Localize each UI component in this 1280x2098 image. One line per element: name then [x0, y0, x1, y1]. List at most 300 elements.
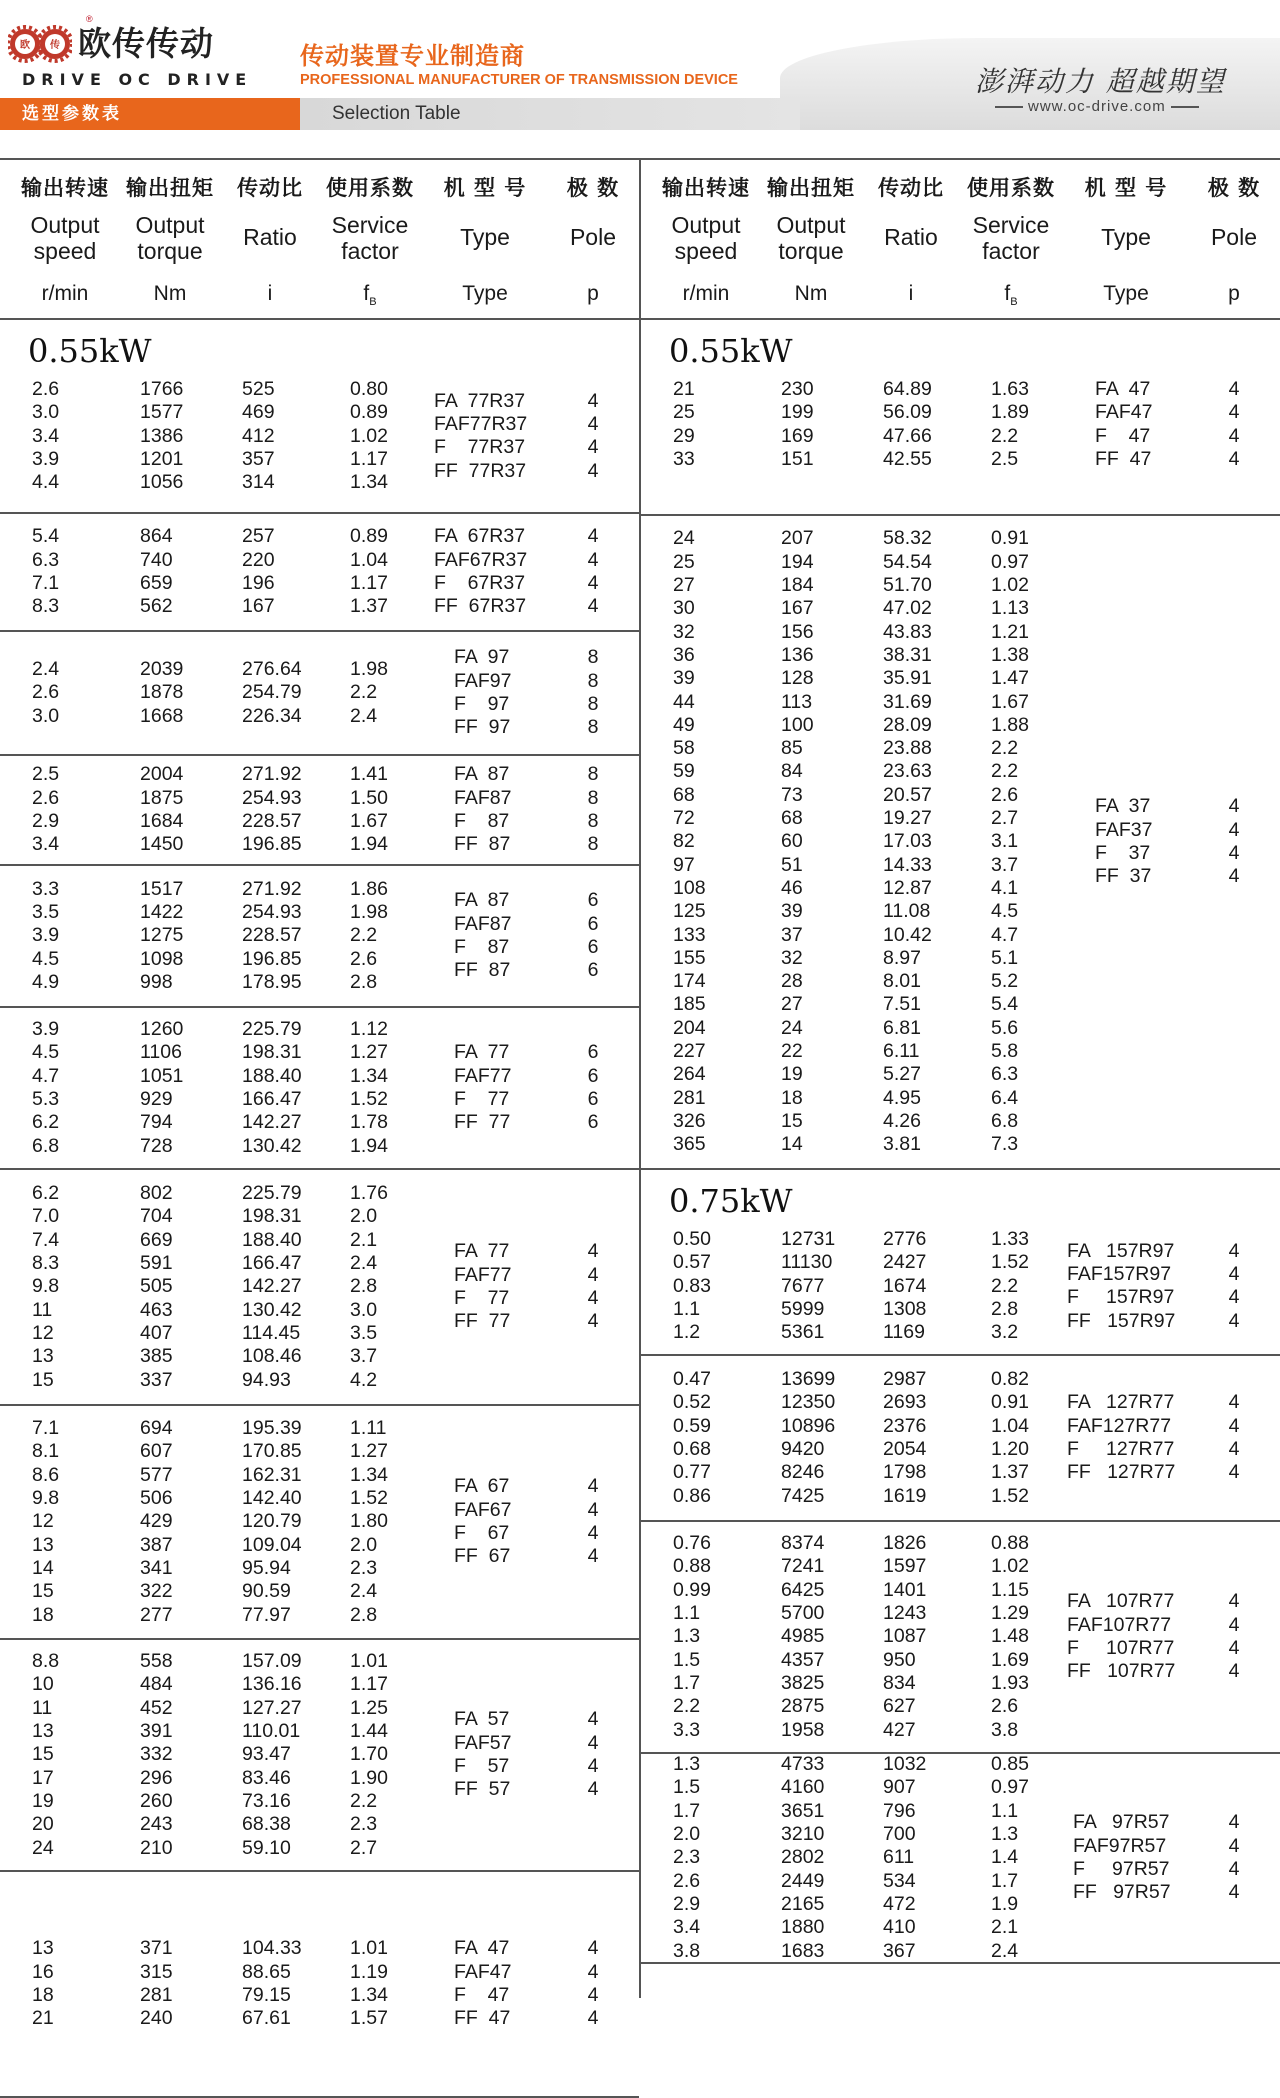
- speed-value: 3.5: [32, 901, 60, 924]
- speed-value: 2.6: [673, 1869, 701, 1892]
- service-factor-value: 4.7: [991, 923, 1019, 946]
- speed-value: 2.6: [32, 681, 60, 704]
- service-factor-value: 0.88: [991, 1532, 1029, 1555]
- ratio-value: 23.88: [883, 737, 932, 760]
- speed-value: 1.5: [673, 1776, 701, 1799]
- pole-value: 8: [587, 692, 599, 715]
- torque-value: 1106: [140, 1041, 182, 1064]
- service-factor-value: 2.6: [991, 783, 1019, 806]
- service-factor-value: 2.8: [350, 1603, 378, 1626]
- speed-value: 133: [673, 923, 706, 946]
- torque-value: 1275: [140, 924, 184, 947]
- torque-value: 1098: [140, 947, 184, 970]
- service-factor-value: 0.89: [350, 525, 388, 548]
- service-factor-value: 2.6: [991, 1695, 1019, 1718]
- torque-value: 68: [781, 807, 803, 830]
- pole-value: 4: [1228, 1414, 1240, 1437]
- header-unit-5: p: [587, 282, 599, 305]
- pole-value: 6: [587, 912, 599, 935]
- type-value: FA 37: [1095, 795, 1151, 818]
- ratio-value: 47.02: [883, 597, 932, 620]
- header-en-line: Ratio: [884, 224, 938, 250]
- service-factor-value: 1.17: [350, 572, 388, 594]
- speed-value: 227: [673, 1040, 706, 1063]
- service-factor-value: 1.25: [350, 1696, 388, 1719]
- right-section-4: [641, 1522, 1280, 1754]
- speed-value: 3.4: [32, 424, 60, 447]
- company-logo: [6, 14, 253, 94]
- service-factor-value: 1.57: [350, 2007, 388, 2030]
- speed-value: 0.77: [673, 1461, 711, 1484]
- speed-value: 11: [32, 1298, 53, 1321]
- unit-f: f: [1004, 282, 1011, 305]
- ratio-value: 2987: [883, 1368, 927, 1391]
- speed-value: 68: [673, 783, 695, 806]
- service-factor-value: 2.2: [991, 424, 1019, 447]
- speed-value: 2.2: [673, 1695, 701, 1718]
- header-en-2: [866, 224, 956, 250]
- table-right-column: [641, 160, 1280, 1998]
- type-value: F 77: [454, 1087, 510, 1110]
- pole-value: 4: [1228, 1309, 1240, 1332]
- torque-value: 5999: [781, 1297, 825, 1320]
- torque-value: 1766: [140, 378, 184, 400]
- speed-value: 0.86: [673, 1484, 711, 1507]
- ratio-value: 94.93: [242, 1368, 291, 1391]
- service-factor-value: 1.94: [350, 1134, 388, 1157]
- torque-value: 1878: [140, 681, 184, 704]
- ratio-value: 28.09: [883, 713, 932, 736]
- torque-value: 452: [140, 1696, 173, 1719]
- ratio-value: 276.64: [242, 658, 302, 681]
- ratio-value: 142.27: [242, 1111, 302, 1134]
- service-factor-value: 2.2: [991, 737, 1019, 760]
- service-factor-value: 2.7: [350, 1836, 378, 1859]
- torque-value: 1051: [140, 1064, 184, 1087]
- type-value: FAF97R57: [1073, 1834, 1167, 1857]
- speed-value: 4.5: [32, 1041, 60, 1064]
- service-factor-value: 1.02: [991, 574, 1029, 597]
- ratio-value: 1243: [883, 1602, 927, 1625]
- speed-value: 1.3: [673, 1625, 701, 1648]
- torque-value: 37: [781, 923, 803, 946]
- torque-value: 6425: [781, 1578, 825, 1601]
- pole-value: 4: [587, 1240, 599, 1263]
- torque-value: 85: [781, 737, 803, 760]
- service-factor-value: 1.93: [991, 1671, 1029, 1694]
- registered-mark: ®: [86, 14, 93, 24]
- right-section-2: [641, 1170, 1280, 1356]
- header-cn-0: 输出转速: [662, 176, 750, 200]
- header-unit-0: r/min: [682, 282, 730, 305]
- service-factor-value: 1.89: [991, 401, 1029, 424]
- gear-logo-icon: [8, 18, 72, 70]
- torque-value: 27: [781, 993, 803, 1016]
- speed-value: 16: [32, 1960, 54, 1983]
- ratio-value: 225.79: [242, 1182, 302, 1205]
- service-factor-value: 1.80: [350, 1510, 388, 1533]
- type-value: FA 67R37: [434, 525, 526, 548]
- pole-value: 4: [1228, 865, 1240, 888]
- speed-value: 1.1: [673, 1602, 701, 1625]
- speed-value: 72: [673, 807, 695, 830]
- type-value: F 37: [1095, 841, 1151, 864]
- speed-value: 21: [673, 378, 695, 400]
- speed-value: 13: [32, 1937, 54, 1960]
- type-value: FF 57: [454, 1778, 511, 1801]
- service-factor-value: 1.34: [350, 1984, 388, 2006]
- pole-value: 4: [1228, 1811, 1240, 1834]
- ratio-value: 127.27: [242, 1696, 302, 1719]
- type-value: F 57: [454, 1754, 510, 1777]
- pole-value: 4: [587, 1983, 599, 2006]
- ratio-value: 1087: [883, 1625, 927, 1648]
- speed-value: 155: [673, 946, 706, 969]
- ratio-value: 114.45: [242, 1321, 301, 1344]
- ratio-value: 8.01: [883, 970, 921, 993]
- type-value: FA 127R77: [1067, 1391, 1175, 1414]
- ratio-value: 54.54: [883, 550, 932, 573]
- left-section-9: [0, 1872, 639, 2098]
- service-factor-value: 1.11: [350, 1417, 387, 1440]
- header-unit-5: p: [1228, 282, 1240, 305]
- ratio-value: 17.03: [883, 830, 932, 853]
- header-cn-4: 机 型 号: [443, 176, 527, 200]
- torque-value: 210: [140, 1836, 173, 1859]
- pole-list: [578, 525, 608, 618]
- section-power-title: 0.55kW: [669, 332, 793, 370]
- header-cn-5: 极 数: [1207, 176, 1261, 200]
- service-factor-value: 1.15: [991, 1578, 1029, 1601]
- service-factor-value: 2.0: [350, 1533, 378, 1556]
- header-en-line: factor: [982, 238, 1040, 264]
- torque-value: 32: [781, 946, 803, 969]
- service-factor-value: 1.52: [991, 1484, 1029, 1507]
- pole-value: 4: [587, 412, 599, 435]
- ratio-value: 90.59: [242, 1580, 291, 1603]
- ratio-value: 136.16: [242, 1673, 302, 1696]
- ratio-value: 1401: [883, 1578, 927, 1601]
- torque-value: 740: [140, 548, 173, 571]
- ratio-value: 225.79: [242, 1018, 302, 1041]
- pole-value: 8: [587, 786, 599, 809]
- type-value: F 47: [454, 1983, 510, 2006]
- type-value: FF 67R37: [434, 595, 527, 618]
- speed-value: 82: [673, 830, 695, 853]
- torque-value: 5361: [781, 1321, 825, 1344]
- header-cn-2: 传动比: [878, 176, 944, 200]
- speed-value: 0.52: [673, 1391, 711, 1414]
- header-unit-0: r/min: [41, 282, 89, 305]
- speed-value: 7.1: [32, 572, 60, 594]
- service-factor-value: 4.1: [991, 876, 1019, 899]
- speed-value: 0.47: [673, 1368, 711, 1391]
- pole-value: 4: [587, 1754, 599, 1777]
- speed-value: 0.99: [673, 1578, 711, 1601]
- title-en: Selection Table: [300, 98, 800, 130]
- type-value: FF 77: [454, 1310, 511, 1333]
- type-value: FAF37: [1095, 818, 1153, 841]
- ratio-value: 2776: [883, 1228, 927, 1250]
- speed-value: 4.7: [32, 1064, 60, 1087]
- torque-value: 1875: [140, 786, 184, 809]
- ratio-value: 254.79: [242, 681, 302, 704]
- ratio-value: 796: [883, 1799, 916, 1822]
- left-section-8: [0, 1640, 639, 1872]
- speed-value: 13: [32, 1720, 54, 1743]
- pole-value: 4: [587, 1521, 599, 1544]
- speed-value: 2.6: [32, 786, 60, 809]
- torque-value: 315: [140, 1960, 173, 1983]
- ratio-value: 525: [242, 378, 275, 400]
- service-factor-value: 1.48: [991, 1625, 1029, 1648]
- ratio-value: 170.85: [242, 1440, 302, 1463]
- torque-value: 296: [140, 1766, 173, 1789]
- service-factor-value: 2.1: [350, 1228, 378, 1251]
- pole-value: 8: [587, 646, 599, 669]
- ratio-value: 226.34: [242, 704, 302, 727]
- service-factor-value: 0.80: [350, 378, 388, 400]
- speed-value: 8.1: [32, 1440, 60, 1463]
- type-value: FF 127R77: [1067, 1461, 1176, 1484]
- type-value: FF 37: [1095, 865, 1152, 888]
- torque-value: 15: [781, 1109, 803, 1132]
- service-factor-value: 2.5: [991, 447, 1019, 470]
- torque-value: 694: [140, 1417, 173, 1440]
- ratio-value: 120.79: [242, 1510, 302, 1533]
- left-section-3: [0, 756, 639, 866]
- torque-value: 998: [140, 970, 173, 993]
- speed-value: 0.59: [673, 1414, 711, 1437]
- ratio-value: 10.42: [883, 923, 932, 946]
- ratio-value: 196: [242, 572, 275, 594]
- type-list: [454, 763, 511, 856]
- logo-gear-text-2: 传: [50, 40, 60, 51]
- ratio-value: 254.93: [242, 901, 302, 924]
- torque-value: 407: [140, 1321, 173, 1344]
- torque-value: 2802: [781, 1846, 825, 1869]
- type-value: FF 107R77: [1067, 1660, 1176, 1683]
- ratio-value: 166.47: [242, 1088, 302, 1110]
- service-factor-value: 1.78: [350, 1111, 388, 1134]
- ratio-value: 31.69: [883, 690, 932, 713]
- ratio-value: 220: [242, 548, 275, 571]
- slogan-en: PROFESSIONAL MANUFACTURER OF TRANSMISSION DEVICE: [300, 72, 738, 88]
- ratio-value: 834: [883, 1671, 916, 1694]
- ratio-value: 56.09: [883, 401, 932, 424]
- torque-value: 207: [781, 527, 814, 550]
- ratio-value: 534: [883, 1869, 916, 1892]
- type-value: FA 157R97: [1067, 1239, 1175, 1262]
- speed-value: 6.3: [32, 548, 60, 571]
- pole-value: 4: [587, 1731, 599, 1754]
- torque-value: 337: [140, 1368, 173, 1391]
- torque-value: 704: [140, 1205, 173, 1228]
- header-en-0: [651, 212, 761, 264]
- type-list: [434, 525, 527, 618]
- speed-value: 9.8: [32, 1275, 60, 1298]
- service-factor-value: 1.37: [991, 1461, 1029, 1484]
- service-factor-value: 0.97: [991, 550, 1029, 573]
- header-unit-3: [956, 282, 1066, 308]
- ratio-value: 198.31: [242, 1205, 302, 1228]
- service-factor-value: 2.7: [991, 807, 1019, 830]
- header-en-1: [756, 212, 866, 264]
- left-section-0: [0, 320, 639, 514]
- ratio-value: 104.33: [242, 1937, 302, 1960]
- brand-name-cn: 欧传传动: [78, 24, 214, 63]
- header-unit-4: Type: [1103, 282, 1149, 305]
- service-factor-value: 1.50: [350, 786, 388, 809]
- service-factor-value: 1.04: [350, 548, 388, 571]
- service-factor-value: 2.2: [991, 1274, 1019, 1297]
- selection-table: [0, 158, 1280, 2030]
- type-value: FF 157R97: [1067, 1309, 1176, 1332]
- service-factor-value: 2.4: [350, 1252, 378, 1275]
- service-factor-value: 1.34: [350, 1064, 388, 1087]
- type-value: FA 107R77: [1067, 1590, 1175, 1613]
- pole-value: 4: [1228, 1262, 1240, 1285]
- service-factor-value: 5.6: [991, 1016, 1019, 1039]
- torque-value: 391: [140, 1720, 173, 1743]
- ratio-value: 1798: [883, 1461, 927, 1484]
- service-factor-value: 1.01: [350, 1650, 388, 1673]
- pole-list: [578, 1041, 608, 1134]
- speed-value: 1.7: [673, 1799, 701, 1822]
- torque-value: 194: [781, 550, 814, 573]
- service-factor-value: 2.2: [350, 1789, 378, 1812]
- service-factor-value: 2.8: [991, 1297, 1019, 1320]
- torque-value: 4733: [781, 1753, 825, 1776]
- torque-value: 577: [140, 1463, 173, 1486]
- torque-value: 332: [140, 1743, 173, 1766]
- pole-value: 4: [587, 1498, 599, 1521]
- torque-value: 167: [781, 597, 814, 620]
- service-factor-value: 1.01: [350, 1937, 388, 1960]
- speed-value: 204: [673, 1016, 706, 1039]
- torque-value: 3210: [781, 1823, 825, 1846]
- speed-value: 0.68: [673, 1438, 711, 1460]
- speed-value: 15: [32, 1743, 54, 1766]
- pole-value: 4: [587, 1286, 599, 1309]
- service-factor-value: 1.9: [991, 1892, 1019, 1915]
- speed-value: 365: [673, 1133, 706, 1156]
- speed-value: 3.0: [32, 401, 60, 424]
- pole-value: 4: [587, 1708, 599, 1731]
- pole-value: 4: [1228, 424, 1240, 447]
- header-cn-0: 输出转速: [21, 176, 109, 200]
- torque-value: 243: [140, 1813, 173, 1836]
- type-value: FA 87: [454, 763, 510, 786]
- pole-list: [578, 390, 608, 483]
- ratio-value: 110.01: [242, 1720, 301, 1743]
- ratio-value: 700: [883, 1823, 916, 1846]
- speed-value: 4.5: [32, 947, 60, 970]
- pole-list: [1219, 795, 1249, 888]
- service-factor-value: 2.3: [350, 1813, 378, 1836]
- type-value: F 127R77: [1067, 1437, 1175, 1460]
- speed-value: 9.8: [32, 1487, 60, 1510]
- pole-value: 4: [1228, 1286, 1240, 1309]
- right-section-3: [641, 1356, 1280, 1522]
- pole-value: 6: [587, 935, 599, 958]
- torque-value: 864: [140, 525, 173, 548]
- type-value: FF 87: [454, 959, 511, 982]
- service-factor-value: 3.0: [350, 1298, 378, 1321]
- ratio-value: 157.09: [242, 1650, 302, 1673]
- torque-value: 10896: [781, 1414, 836, 1437]
- service-factor-value: 1.90: [350, 1766, 388, 1789]
- ratio-value: 1597: [883, 1555, 927, 1578]
- ratio-value: 95.94: [242, 1556, 291, 1579]
- service-factor-value: 1.19: [350, 1960, 388, 1983]
- type-list: [1073, 1811, 1171, 1904]
- torque-value: 669: [140, 1228, 173, 1251]
- ratio-value: 314: [242, 471, 275, 494]
- service-factor-value: 1.47: [991, 667, 1029, 690]
- speed-value: 2.4: [32, 658, 60, 681]
- service-factor-value: 1.98: [350, 658, 388, 681]
- type-value: F 107R77: [1067, 1636, 1175, 1659]
- speed-value: 39: [673, 667, 695, 690]
- torque-value: 728: [140, 1134, 173, 1157]
- service-factor-value: 1.67: [991, 690, 1029, 713]
- header-en-5: [563, 224, 623, 250]
- torque-value: 1201: [140, 447, 184, 470]
- type-value: FAF87: [454, 786, 512, 809]
- ratio-value: 1169: [883, 1321, 925, 1344]
- type-value: FAF77: [454, 1263, 512, 1286]
- ratio-value: 611: [883, 1846, 915, 1869]
- ratio-value: 257: [242, 525, 275, 548]
- type-value: FAF107R77: [1067, 1613, 1172, 1636]
- page-header: [0, 0, 1280, 135]
- service-factor-value: 4.2: [350, 1368, 378, 1391]
- type-value: FAF47: [454, 1960, 512, 1983]
- pole-value: 4: [587, 436, 599, 459]
- service-factor-value: 2.8: [350, 970, 378, 993]
- torque-value: 1684: [140, 810, 184, 832]
- service-factor-value: 2.0: [350, 1205, 378, 1228]
- ratio-value: 73.16: [242, 1789, 291, 1812]
- torque-value: 341: [140, 1556, 173, 1579]
- torque-value: 929: [140, 1088, 173, 1110]
- pole-value: 6: [587, 1064, 599, 1087]
- torque-value: 156: [781, 620, 814, 643]
- type-value: FA 87: [454, 889, 510, 912]
- torque-value: 2875: [781, 1695, 825, 1718]
- torque-value: 128: [781, 667, 814, 690]
- pole-list: [578, 889, 608, 982]
- service-factor-value: 1.12: [350, 1018, 388, 1041]
- torque-value: 322: [140, 1580, 173, 1603]
- torque-value: 4160: [781, 1776, 825, 1799]
- header-cn-5: 极 数: [566, 176, 620, 200]
- speed-value: 5.4: [32, 525, 60, 548]
- pole-value: 4: [587, 459, 599, 482]
- torque-value: 24: [781, 1016, 803, 1039]
- pole-value: 4: [1228, 1391, 1240, 1414]
- speed-value: 281: [673, 1086, 706, 1109]
- torque-value: 2165: [781, 1892, 825, 1915]
- header-en-line: Output: [671, 212, 741, 238]
- ratio-value: 1674: [883, 1274, 927, 1297]
- pole-value: 8: [587, 833, 599, 856]
- pole-value: 4: [587, 1778, 599, 1801]
- torque-value: 84: [781, 760, 803, 783]
- service-factor-value: 1.02: [991, 1555, 1029, 1578]
- type-value: FAF77R37: [434, 412, 528, 435]
